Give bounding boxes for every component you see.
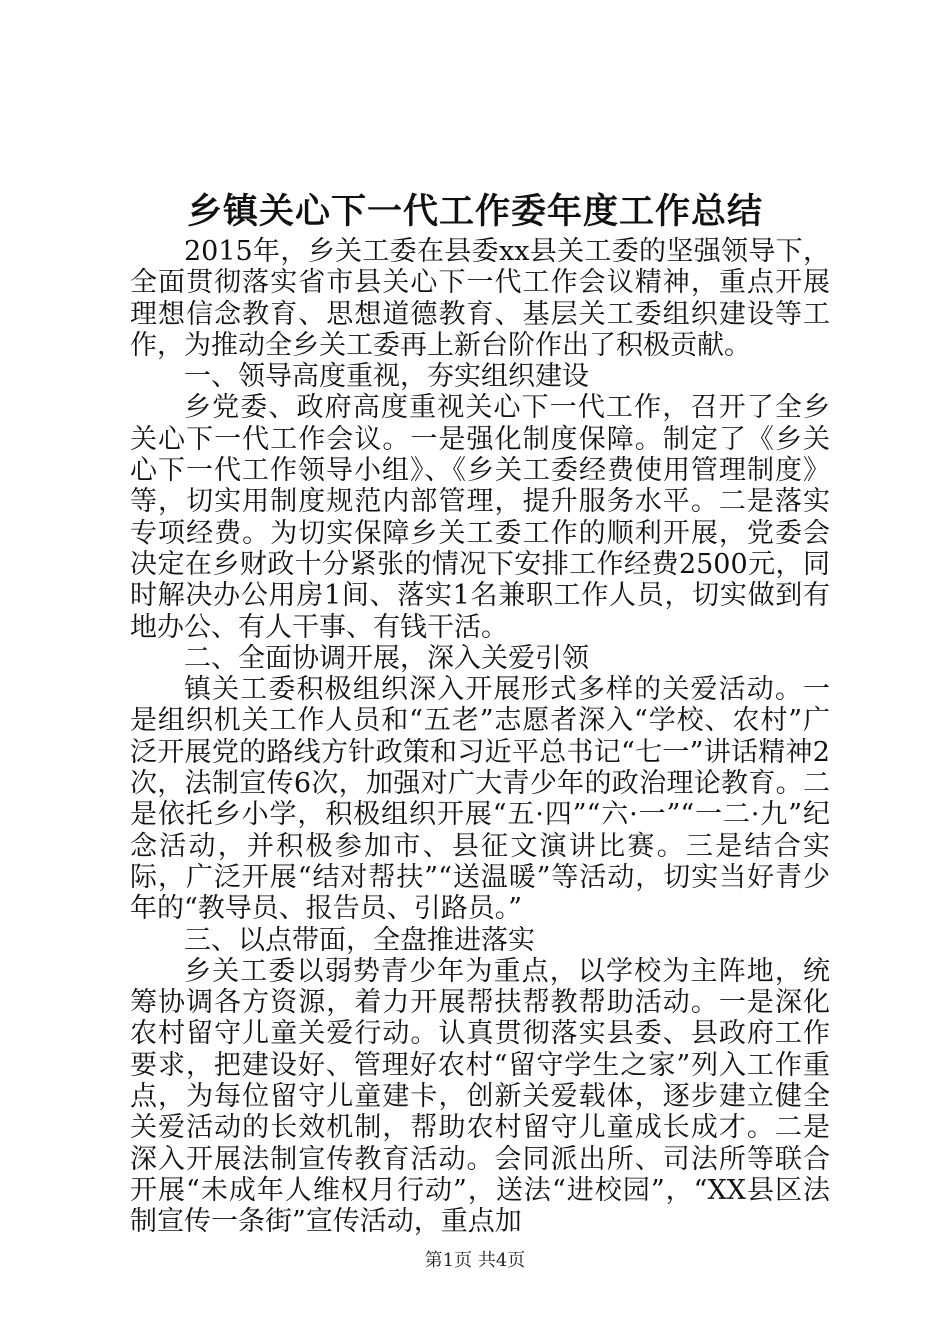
paragraph-section-3: 乡关工委以弱势青少年为重点，以学校为主阵地，统筹协调各方资源，着力开展帮扶帮教帮助活动。一是深化农村留守儿童关爱行动。认真贯彻落实县委、县政府工作要求，把建设好、管理好农村“留守学生之家”列入工作重点，为每位留守儿童建卡，创新关爱载体，逐步建立健全关爱活动的长效机制，帮助农村留守儿童成长成才。二是深入开展法制宣传教育活动。会同派出所、司法所等联合开展“未成年人维权月行动”，送法“进校园”，“XX县区法制宣传一条街”宣传活动，重点加 [130,955,830,1238]
paragraph-section-2: 镇关工委积极组织深入开展形式多样的关爱活动。一是组织机关工作人员和“五老”志愿者深入“学校、农村”广泛开展党的路线方针政策和习近平总书记“七一”讲话精神2次，法制宣传6次，加强对广大青少年的政治理论教育。二是依托乡小学，积极组织开展“五·四”“六·一”“一二·九”纪念活动，并积极参加市、县征文演讲比赛。三是结合实际，广泛开展“结对帮扶”“送温暖”等活动，切实当好青少年的“教导员、报告员、引路员。” [130,674,830,925]
document-title: 乡镇关心下一代工作委年度工作总结 [186,192,763,232]
paragraph-intro: 2015年，乡关工委在县委xx县关工委的坚强领导下，全面贯彻落实省市县关心下一代工作会议精神，重点开展理想信念教育、思想道德教育、基层关工委组织建设等工作，为推动全乡关工委再上新台阶作出了积极贡献。 [130,236,830,361]
document-body [130,236,830,1238]
page-footer: 第1页 共4页 [424,1250,526,1271]
paragraph-section-1: 乡党委、政府高度重视关心下一代工作，召开了全乡关心下一代工作会议。一是强化制度保障。制定了《乡关心下一代工作领导小组》、《乡关工委经费使用管理制度》等，切实用制度规范内部管理，提升服务水平。二是落实专项经费。为切实保障乡关工委工作的顺利开展，党委会决定在乡财政十分紧张的情况下安排工作经费2500元，同时解决办公用房1间、落实1名兼职工作人员，切实做到有地办公、有人干事、有钱干活。 [130,392,830,643]
section-heading-2: 二、全面协调开展，深入关爱引领 [184,642,589,674]
section-heading-1: 一、领导高度重视，夯实组织建设 [184,361,589,393]
section-heading-3: 三、以点带面，全盘推进落实 [184,924,535,956]
